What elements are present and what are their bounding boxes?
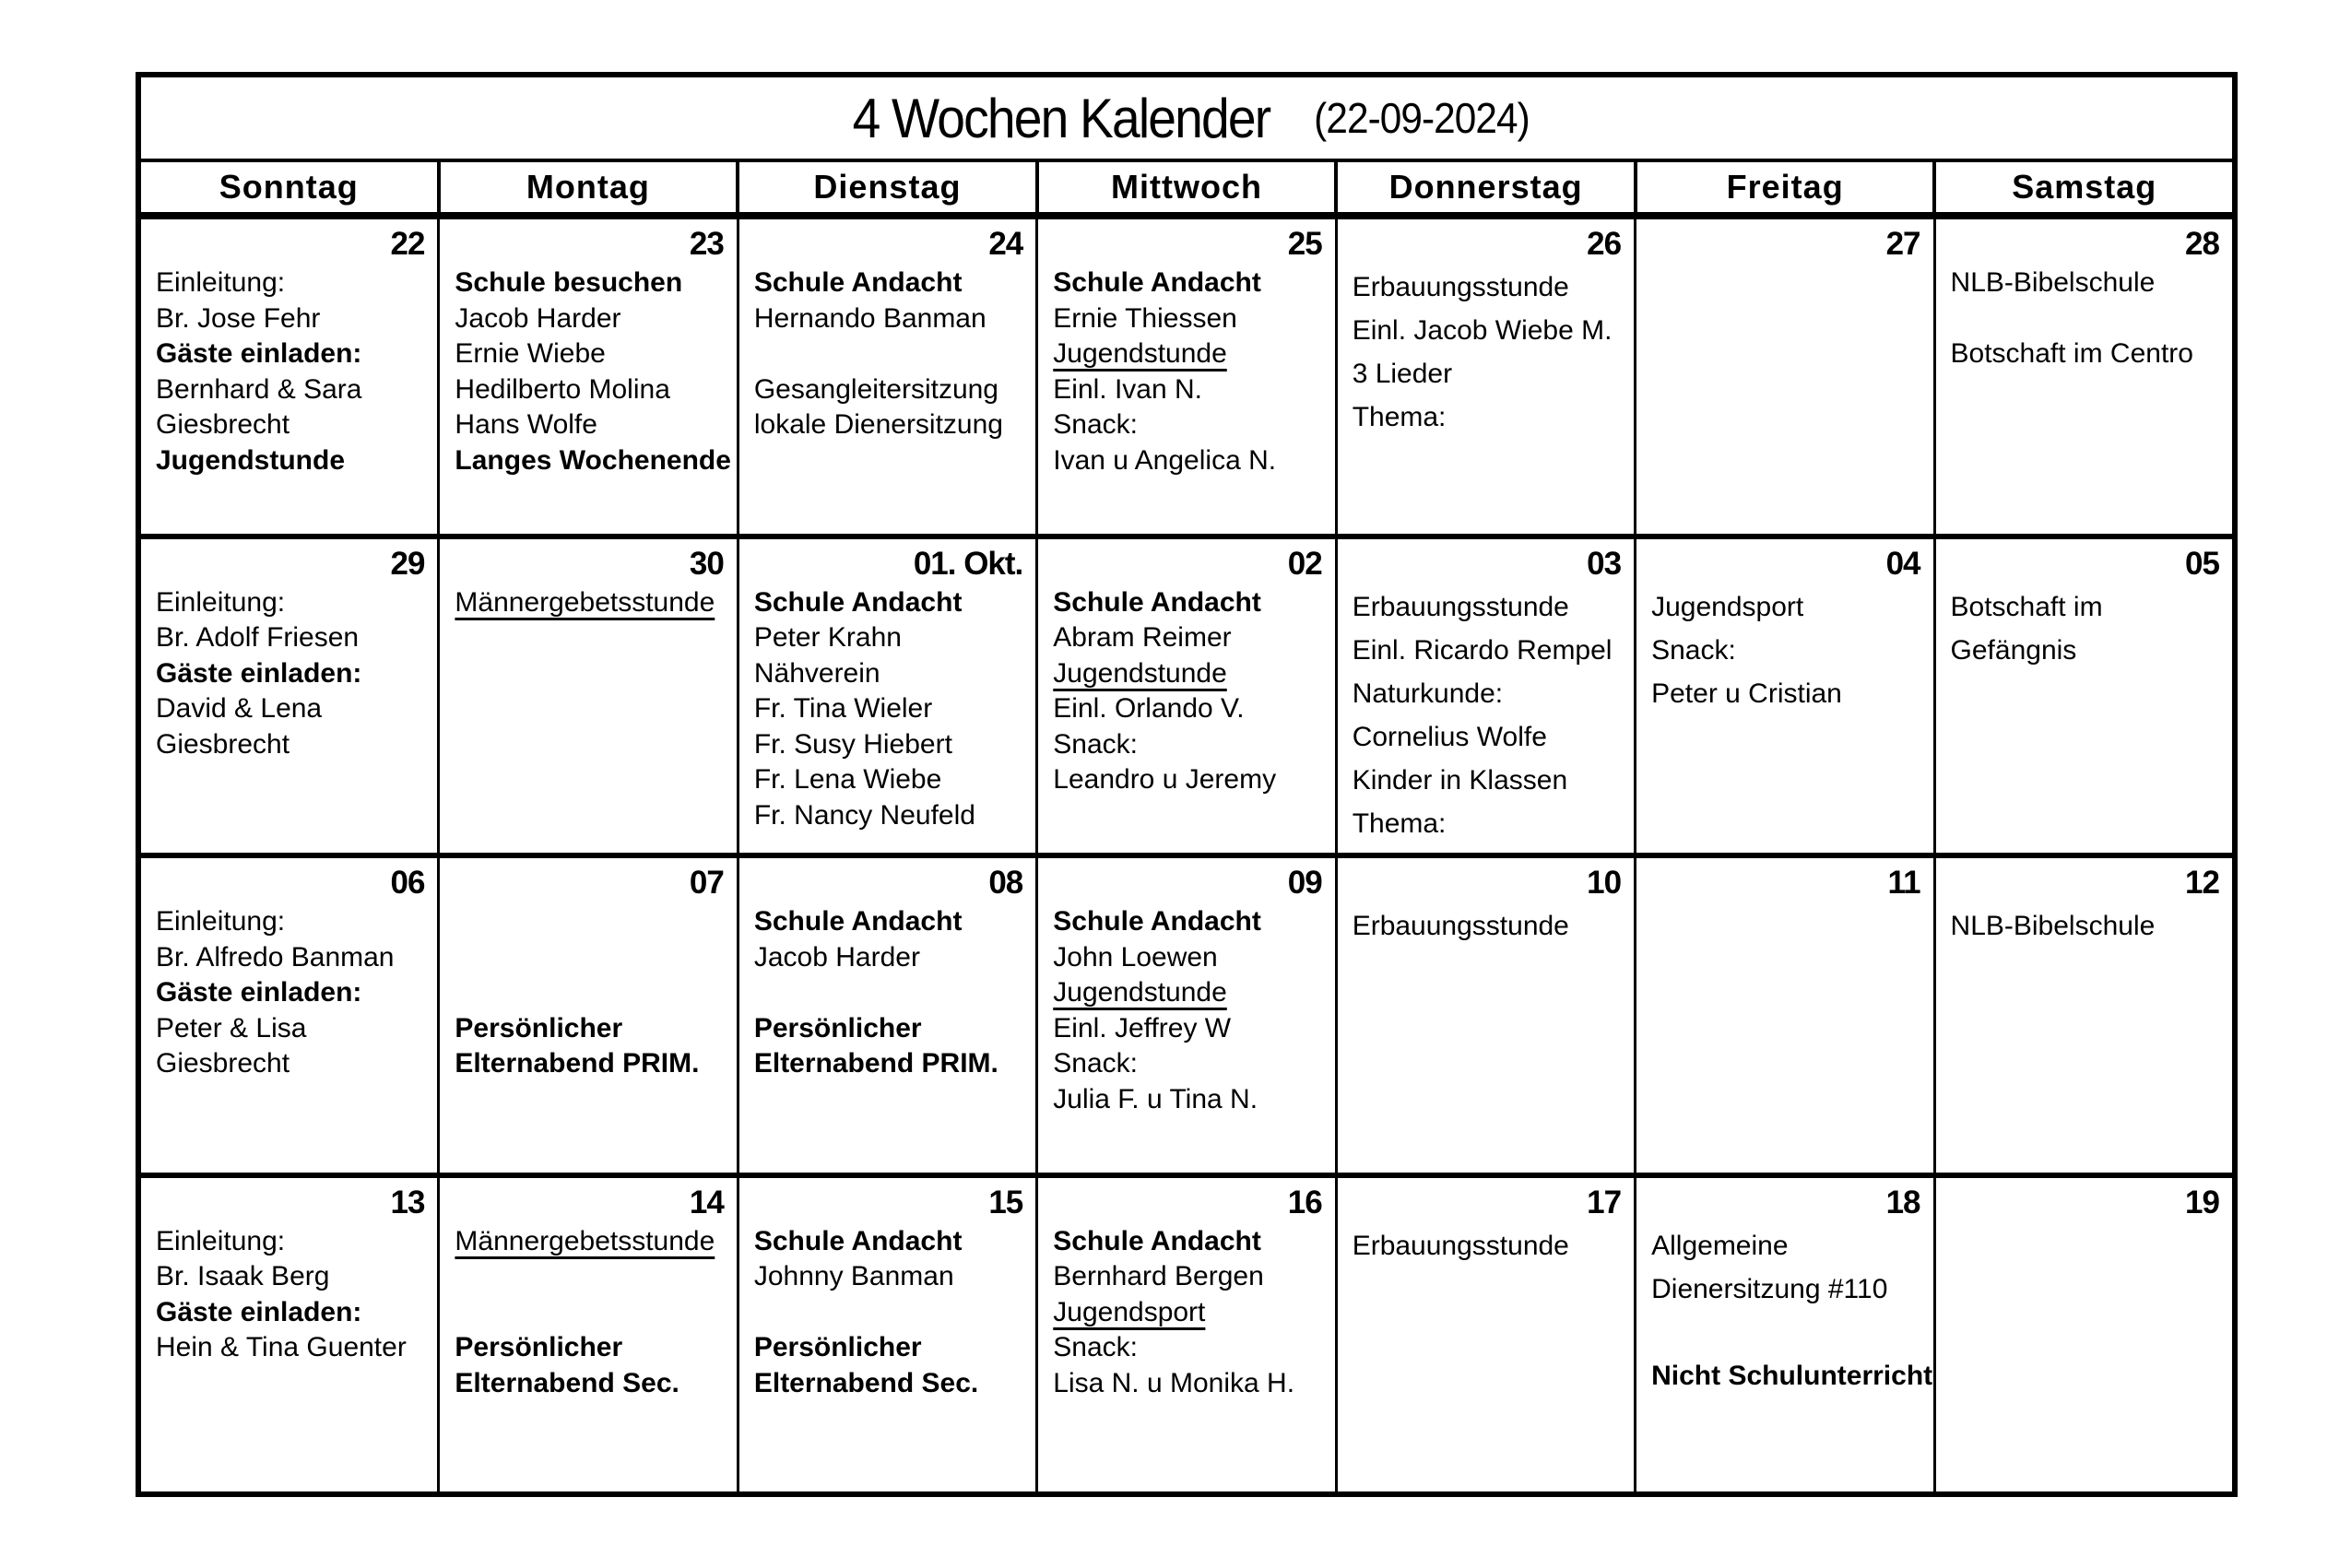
calendar-entry: Gesangleitersitzung [753,373,998,405]
day-entries [156,1224,428,1366]
calendar-entry: Elternabend PRIM. [455,1048,700,1079]
calendar-entry: Persönlicher [455,1332,623,1362]
calendar-cell-day-25 [1038,219,1337,534]
week-row-2 [141,539,2232,859]
calendar-entry: Br. Alfredo Banman [156,941,395,973]
calendar-entry: John Loewen [1053,941,1218,973]
week-row-1 [141,219,2232,539]
calendar-cell-day-02 [1038,539,1337,854]
calendar-entry: Snack: [1053,1332,1138,1362]
calendar-entry: Fr. Susy Hiebert [753,728,952,760]
calendar-entry-spacer [455,975,727,1011]
calendar-entry-spacer [455,904,727,940]
calendar-entry: NLB-Bibelschule [1950,267,2156,298]
calendar-entry-spacer [455,1295,727,1331]
calendar-entry: Thema: [1352,402,1447,432]
calendar-entry: Elternabend Sec. [455,1367,679,1398]
weekday-header-row [141,162,2232,219]
day-number: 03 [1587,545,1622,582]
day-number: 01. Okt. [913,545,1023,582]
calendar-cell-day-16 [1038,1178,1337,1492]
calendar-entry: Botschaft im Centro [1950,338,2193,369]
calendar-cell-day-10 [1338,858,1636,1173]
day-number: 22 [390,226,425,262]
day-entries [156,265,428,478]
calendar-title-date: (22-09-2024) [1314,94,1530,142]
calendar-entry: lokale Dienersitzung [753,409,1003,440]
calendar-cell-day-03 [1338,539,1636,854]
week-row-4 [141,1178,2232,1492]
day-number: 28 [2185,226,2219,262]
calendar-entry: Einleitung: [156,586,286,618]
calendar-entry: Einleitung: [156,1225,286,1256]
calendar-cell-day-12 [1936,858,2232,1173]
day-number: 13 [390,1184,425,1220]
calendar-cell-day-29 [141,539,440,854]
calendar-entry: Snack: [1053,728,1138,760]
calendar-entry: Gäste einladen: [156,977,362,1008]
day-number: 25 [1287,226,1322,262]
calendar-entry: Schule Andacht [753,1225,963,1256]
weekday-header-donnerstag: Donnerstag [1338,162,1637,212]
calendar-entry: Br. Jose Fehr [156,302,321,334]
day-entries [754,904,1026,1082]
calendar-cell-day-23 [440,219,738,534]
calendar-entry: Hein & Tina Guenter [156,1332,407,1362]
calendar-entry: Gäste einladen: [156,657,362,689]
calendar-cell-day-30 [440,539,738,854]
day-number: 24 [988,226,1023,262]
calendar-entry: Giesbrecht [156,728,290,760]
calendar-entry: Schule Andacht [1053,267,1261,298]
calendar-entry: Schule Andacht [753,586,963,618]
calendar-entry: Hernando Banman [753,302,986,334]
day-number: 10 [1587,865,1622,901]
calendar-cell-day-17 [1338,1178,1636,1492]
weekday-header-samstag: Samstag [2012,168,2157,206]
calendar-entry: Peter & Lisa [156,1012,307,1043]
day-number: 19 [2185,1184,2219,1220]
calendar-entry: Johnny Banman [753,1261,954,1291]
calendar-cell-day-09 [1038,858,1337,1173]
calendar-entry: Hans Wolfe [455,409,597,440]
day-entries [1951,585,2223,672]
calendar-title: 4 Wochen Kalender [852,87,1270,149]
week-row-3 [141,858,2232,1178]
calendar-entry: Giesbrecht [156,1048,290,1079]
calendar-entry: Jugendstunde [1053,657,1227,689]
day-number: 11 [1887,865,1920,901]
day-number: 27 [1885,226,1920,262]
calendar-cell-day-06 [141,858,440,1173]
calendar-entry-spacer [1651,1311,1923,1354]
day-number: 14 [689,1184,724,1220]
day-entries [156,585,428,763]
weekday-header-mittwoch: Mittwoch [1039,162,1339,212]
calendar-entry: Fr. Nancy Neufeld [753,799,975,831]
day-entries [156,904,428,1082]
day-entries [1353,1224,1624,1267]
day-entries [1053,1224,1325,1402]
calendar-cell-day-15 [739,1178,1038,1492]
day-entries [754,265,1026,443]
calendar-entry: Leandro u Jeremy [1053,764,1277,795]
calendar-cell-day-11 [1636,858,1935,1173]
day-number: 12 [2185,865,2219,901]
calendar-entry: Schule Andacht [1053,1225,1261,1256]
calendar-entry: Gäste einladen: [156,1296,362,1327]
calendar-entry: Erbauungsstunde [1352,911,1569,941]
weekday-header-montag: Montag [441,162,740,212]
calendar-entry: Nicht Schulunterricht [1651,1360,1933,1391]
calendar-entry: Jugendstunde [1053,338,1227,369]
calendar-entry: Jugendstunde [1053,977,1227,1008]
calendar-entry: Snack: [1053,1048,1138,1079]
calendar-cell-day-26 [1338,219,1636,534]
four-week-calendar [136,72,2238,1497]
calendar-cell-day-04 [1636,539,1935,854]
calendar-entry: Snack: [1651,634,1736,666]
calendar-entry: Einl. Jeffrey W [1053,1012,1232,1043]
day-number: 18 [1885,1184,1920,1220]
calendar-entry-spacer [455,1259,727,1295]
calendar-title-row [141,77,2232,162]
day-entries [1353,585,1624,845]
calendar-entry: Lisa N. u Monika H. [1053,1367,1295,1398]
day-entries [1053,265,1325,478]
calendar-entry: Bernhard Bergen [1053,1261,1264,1291]
calendar-entry: Jugendstunde [156,444,346,476]
day-number: 16 [1287,1184,1322,1220]
calendar-entry-spacer [455,940,727,976]
calendar-entry: 3 Lieder [1352,359,1453,389]
calendar-entry: Schule Andacht [753,906,963,937]
calendar-entry: Jacob Harder [753,941,920,973]
calendar-entry: Jugendsport [1651,591,1804,622]
calendar-entry: Br. Isaak Berg [156,1261,330,1291]
day-number: 30 [689,545,724,582]
calendar-entry: Peter u Cristian [1651,678,1842,709]
calendar-entry: Persönlicher [455,1012,623,1043]
calendar-entry: Einleitung: [156,906,286,937]
day-entries [455,585,727,621]
calendar-entry: Elternabend PRIM. [753,1048,998,1079]
calendar-entry: Thema: [1352,808,1447,839]
calendar-cell-day-07 [440,858,738,1173]
calendar-entry: Schule Andacht [753,267,963,298]
day-entries [1353,904,1624,948]
calendar-entry: Giesbrecht [156,409,290,440]
day-number: 05 [2185,545,2219,582]
calendar-entry: Jugendsport [1053,1296,1206,1327]
weekday-header-sonntag: Sonntag [141,162,441,212]
calendar-entry: Julia F. u Tina N. [1053,1083,1258,1114]
calendar-entry: Nähverein [753,657,880,689]
calendar-entry: Abram Reimer [1053,622,1232,653]
calendar-cell-day-28 [1936,219,2232,534]
calendar-entry: Dienersitzung #110 [1651,1273,1888,1304]
day-number: 15 [988,1184,1023,1220]
day-entries [455,1224,727,1402]
day-number: 02 [1287,545,1322,582]
calendar-entry: Ernie Thiessen [1053,302,1237,334]
day-number: 09 [1287,865,1322,901]
day-number: 04 [1885,545,1920,582]
calendar-entry-spacer [1951,301,2223,337]
day-number: 06 [390,865,425,901]
calendar-entry: Erbauungsstunde [1352,272,1569,302]
calendar-cell-day-19 [1936,1178,2232,1492]
calendar-entry: Langes Wochenende [455,444,731,476]
calendar-cell-day-18 [1636,1178,1935,1492]
calendar-entry: Persönlicher [753,1012,922,1043]
calendar-entry: Persönlicher [753,1332,922,1362]
calendar-entry: Botschaft im [1950,591,2103,622]
calendar-entry: Einl. Orlando V. [1053,693,1245,724]
day-number: 17 [1587,1184,1622,1220]
calendar-entry-spacer [754,336,1026,372]
day-entries [455,904,727,1082]
calendar-cell-day-22 [141,219,440,534]
day-entries [1053,585,1325,798]
day-entries [1651,585,1923,715]
calendar-cell-day-27 [1636,219,1935,534]
calendar-entry: Ivan u Angelica N. [1053,444,1277,476]
calendar-entry: Cornelius Wolfe [1352,721,1547,752]
calendar-entry: Erbauungsstunde [1352,1230,1569,1261]
calendar-entry: Peter Krahn [753,622,902,653]
day-entries [1353,265,1624,439]
calendar-entry: Snack: [1053,409,1138,440]
day-entries [754,1224,1026,1402]
day-number: 08 [988,865,1023,901]
calendar-cell-day-05 [1936,539,2232,854]
calendar-cell-day-08 [739,858,1038,1173]
calendar-entry: Kinder in Klassen [1352,764,1568,796]
calendar-entry: Elternabend Sec. [753,1367,979,1398]
calendar-entry: Allgemeine [1651,1230,1789,1261]
day-entries [455,265,731,478]
calendar-entry: Br. Adolf Friesen [156,622,360,653]
day-entries [1951,904,2223,948]
calendar-entry-spacer [754,1295,1026,1331]
calendar-entry: Erbauungsstunde [1352,591,1569,622]
calendar-entry: NLB-Bibelschule [1950,911,2156,941]
day-entries [1951,265,2223,372]
calendar-entry: Bernhard & Sara [156,373,362,405]
calendar-entry: David & Lena [156,693,323,724]
day-entries [754,585,1026,834]
calendar-entry: Jacob Harder [455,302,621,334]
calendar-entry: Naturkunde: [1352,678,1504,709]
calendar-entry: Einl. Ricardo Rempel [1352,634,1613,666]
calendar-entry-spacer [754,975,1026,1011]
day-entries [1651,1224,1933,1397]
day-number: 07 [689,865,724,901]
weekday-header-dienstag: Dienstag [739,162,1039,212]
calendar-entry: Schule Andacht [1053,586,1261,618]
calendar-cell-day-01Okt [739,539,1038,854]
calendar-entry: Hedilberto Molina [455,373,670,405]
calendar-entry: Einleitung: [156,267,286,298]
calendar-entry: Fr. Tina Wieler [753,693,933,724]
calendar-entry: Fr. Lena Wiebe [753,764,942,795]
day-entries [1053,904,1325,1117]
calendar-cell-day-14 [440,1178,738,1492]
calendar-entry: Männergebetsstunde [455,586,715,618]
calendar-entry: Schule besuchen [455,267,683,298]
calendar-entry: Einl. Ivan N. [1053,373,1202,405]
weekday-header-freitag: Freitag [1637,162,1937,212]
calendar-cell-day-24 [739,219,1038,534]
calendar-entry: Ernie Wiebe [455,338,606,369]
calendar-cell-day-13 [141,1178,440,1492]
calendar-entry: Schule Andacht [1053,906,1261,937]
day-number: 26 [1587,226,1622,262]
day-number: 23 [689,226,724,262]
calendar-entry: Gäste einladen: [156,338,362,369]
calendar-entry: Männergebetsstunde [455,1225,715,1256]
calendar-entry: Einl. Jacob Wiebe M. [1352,315,1613,346]
calendar-entry: Gefängnis [1950,634,2077,666]
day-number: 29 [390,545,425,582]
